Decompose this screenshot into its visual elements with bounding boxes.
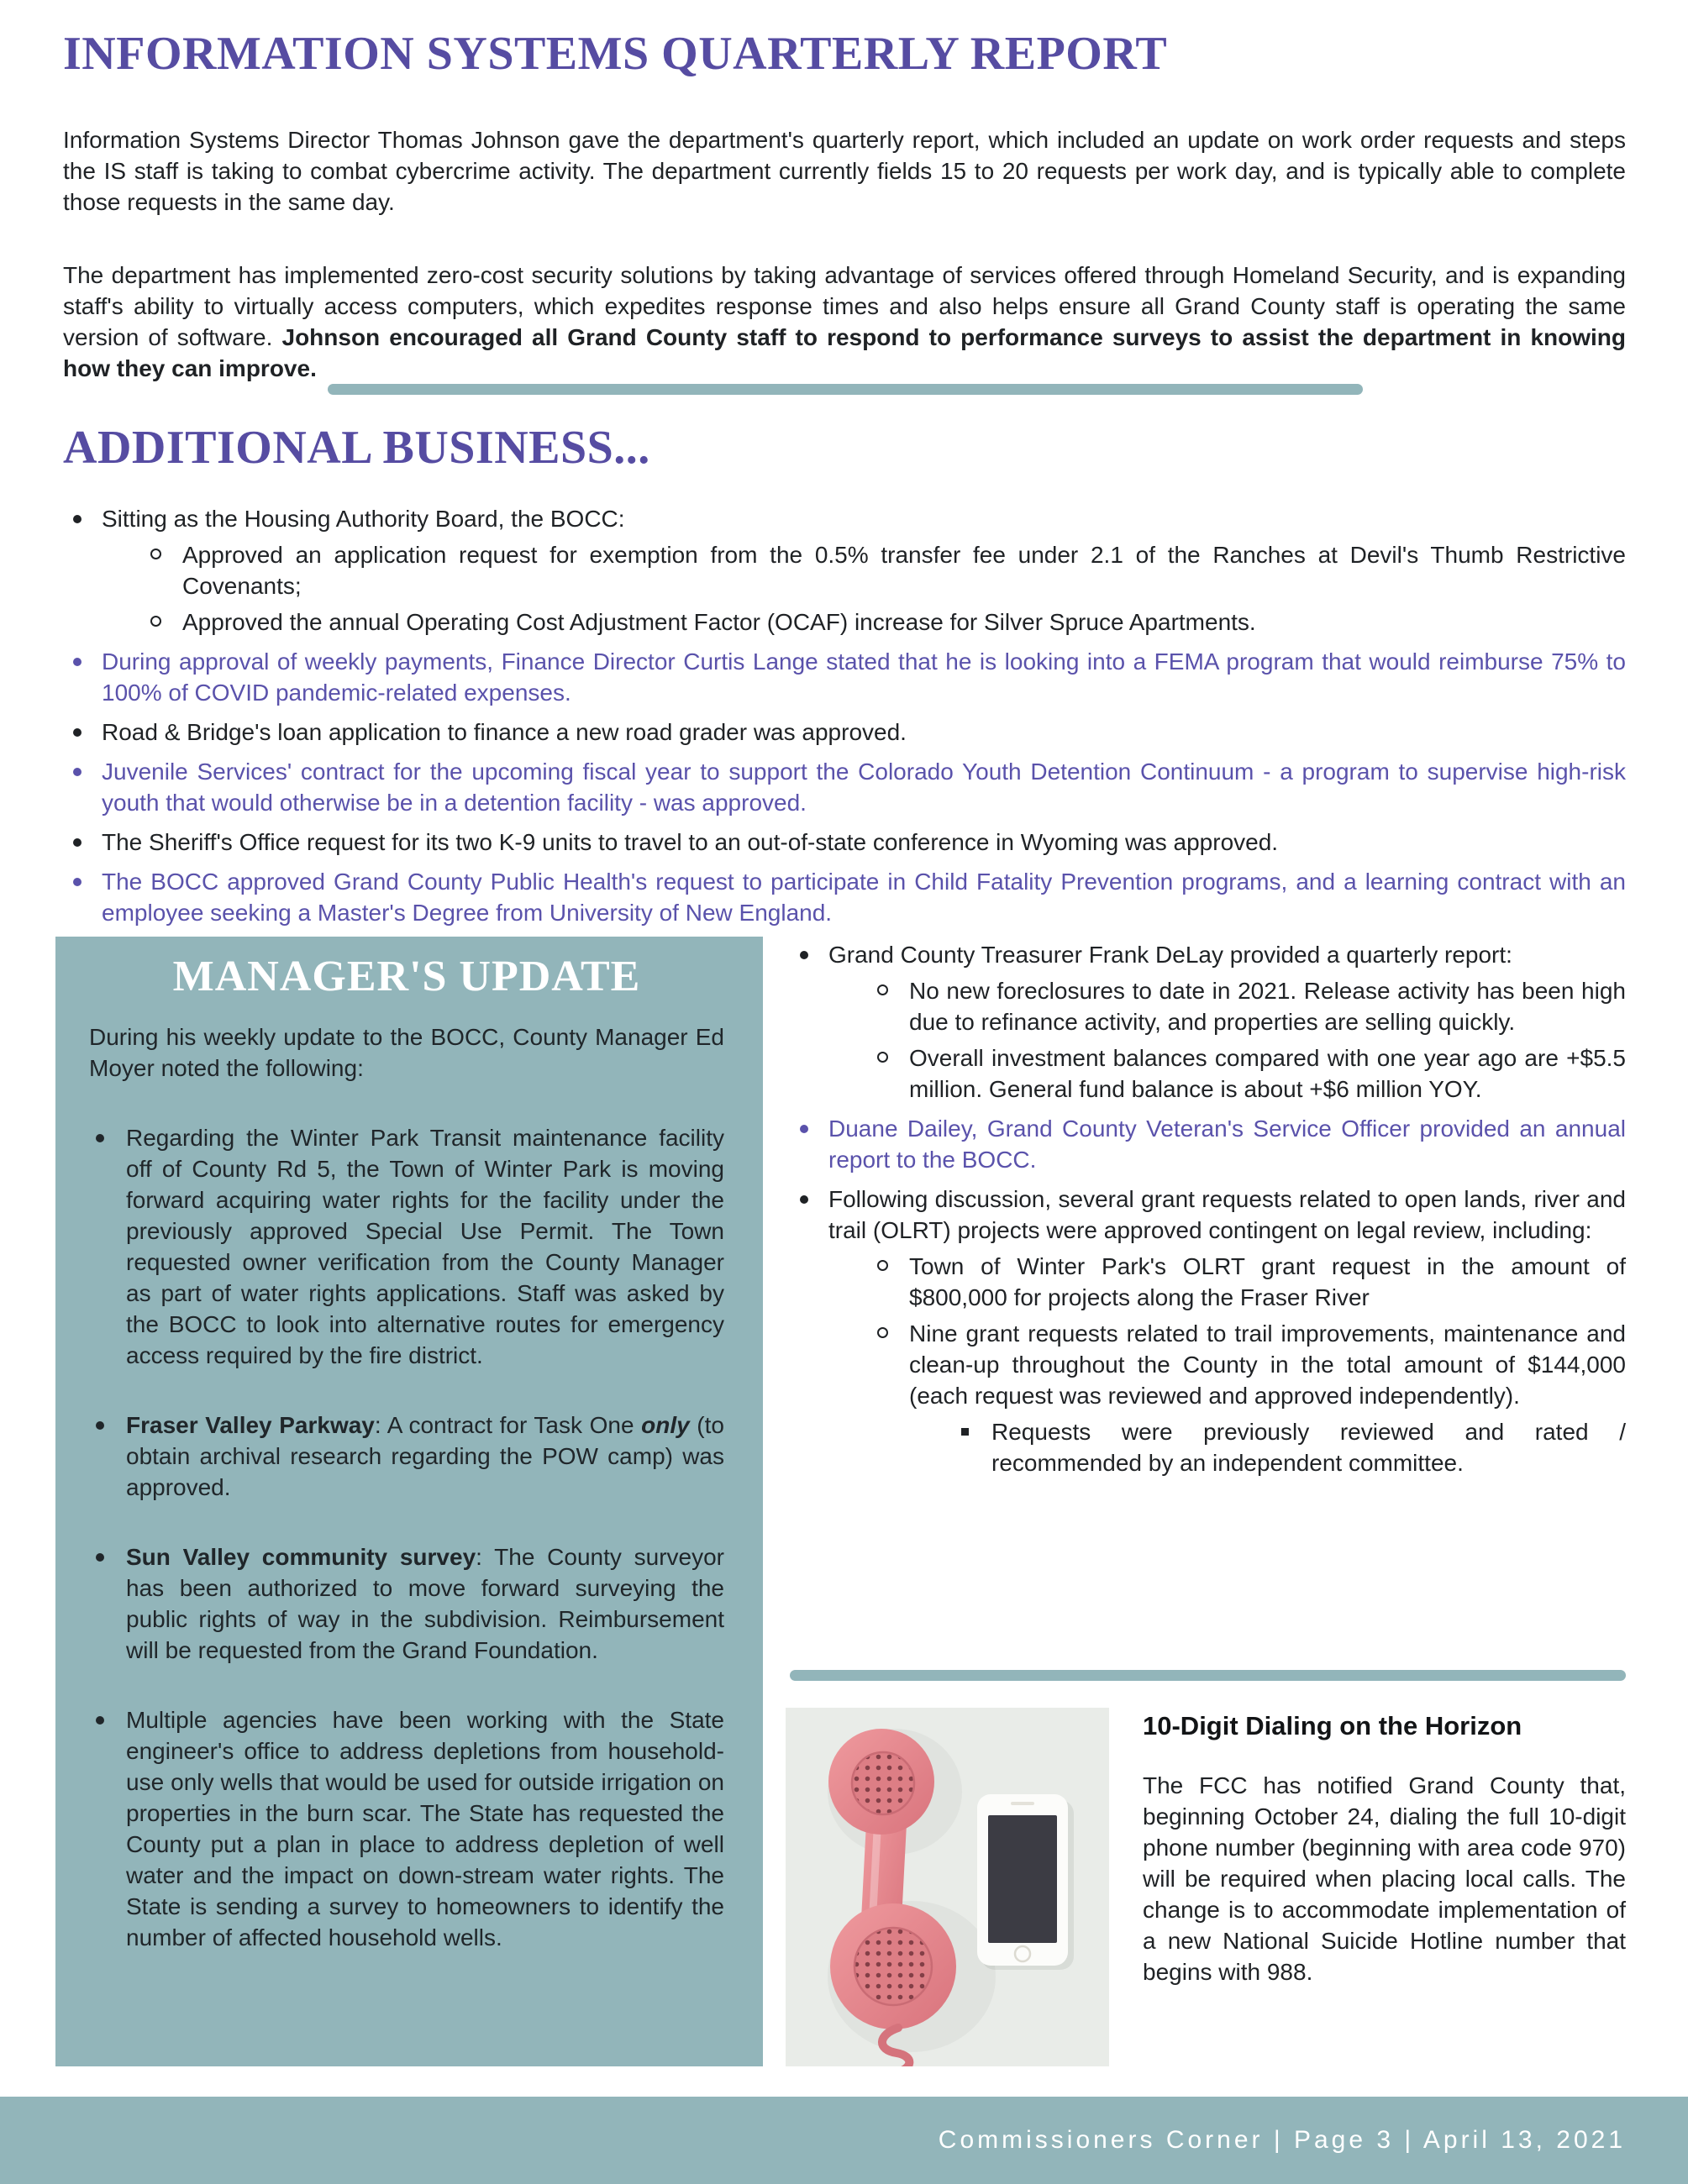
list-item-text: The BOCC approved Grand County Public Health's request to participate in Child Fatality Prevention programs, and a learning contract with an employee seeking a Master's Degree from University of New England. bbox=[102, 868, 1626, 926]
dialing-body: The FCC has notified Grand County that, beginning October 24, dialing the full 10-digit phone number (beginning with area code 970) will be required when placing local calls. The change is to accommodate implementation of a new National Suicide Hotline number that begins with 988. bbox=[1143, 1772, 1626, 1985]
sublist bbox=[870, 975, 1626, 1105]
smartphone-icon bbox=[977, 1794, 1074, 1970]
right-column-list bbox=[790, 939, 1626, 1478]
managers-update-intro: During his weekly update to the BOCC, County Manager Ed Moyer noted the following: bbox=[89, 1024, 724, 1081]
list-item bbox=[89, 1704, 724, 1953]
list-subitem bbox=[870, 1042, 1626, 1105]
sublist bbox=[870, 1251, 1626, 1478]
list-item-text: Regarding the Winter Park Transit maintenance facility off of County Rd 5, the Town of Winter Park is moving forward acquiring water rights for the facility under the previously approved Special Use Permit. The Town requested owner verification from the County Manager as part of water rights applications. Staff was asked by the BOCC to look into alternative routes for emergency access required by the fire district. bbox=[126, 1125, 724, 1368]
managers-update-list bbox=[89, 1122, 724, 1953]
list-subitem bbox=[144, 606, 1626, 638]
list-item-text: : A contract for Task One bbox=[374, 1412, 642, 1438]
dialing-section bbox=[786, 1708, 1626, 2066]
section-title-information-systems: INFORMATION SYSTEMS QUARTERLY REPORT bbox=[63, 28, 1168, 80]
report-paragraph-1: Information Systems Director Thomas Johnson gave the department's quarterly report, which included an update on work order requests and steps the IS staff is taking to combat cybercrime activity. The department currently fields 15 to 20 requests per work day, and is typically able to complete those requests in the same day. bbox=[63, 126, 1626, 215]
list-subitem-text: Town of Winter Park's OLRT grant request in the amount of $800,000 for projects along the Fraser River bbox=[909, 1253, 1626, 1310]
list-item-lead: Fraser Valley Parkway bbox=[126, 1412, 375, 1438]
list-item-text: : The County surveyor has been authorized to move forward surveying the public rights of way in the subdivision. Reimbursement will be requested from the Grand Foundation. bbox=[126, 1544, 724, 1663]
report-paragraph-2 bbox=[63, 260, 1626, 384]
list-item bbox=[63, 827, 1626, 858]
list-subitem-text: Approved the annual Operating Cost Adjustment Factor (OCAF) increase for Silver Spruce Apartments. bbox=[182, 608, 1256, 635]
page-footer bbox=[0, 2097, 1688, 2184]
list-item-text: Multiple agencies have been working with the State engineer's office to address depletions from household-use only wells that would be used for outside irrigation on properties in the burn scar. The State has requested the County put a plan in place to address depletion of well water and the impact on down-stream water rights. The State is sending a survey to homeowners to identify the number of affected household wells. bbox=[126, 1707, 724, 1950]
list-item-text: Duane Dailey, Grand County Veteran's Service Officer provided an annual report to the BOCC. bbox=[828, 1116, 1626, 1173]
list-item-text: (to obtain archival research regarding the POW camp) was approved. bbox=[126, 1412, 724, 1500]
list-subitem-text: Nine grant requests related to trail improvements, maintenance and clean-up throughout the County in the total amount of $144,000 (each request was reviewed and approved independently). bbox=[909, 1320, 1626, 1409]
dialing-text-block bbox=[1143, 1708, 1626, 2066]
list-item-text: Grand County Treasurer Frank DeLay provided a quarterly report: bbox=[828, 942, 1512, 968]
managers-update-title: MANAGER'S UPDATE bbox=[172, 953, 641, 1000]
list-item bbox=[790, 1113, 1626, 1175]
sub-sublist bbox=[953, 1416, 1626, 1478]
list-subitem bbox=[144, 539, 1626, 601]
section-divider bbox=[328, 384, 1363, 395]
phone-photo-illustration bbox=[786, 1708, 1109, 2066]
list-item bbox=[63, 866, 1626, 928]
list-item bbox=[89, 1122, 724, 1371]
list-item-emphasis: only bbox=[641, 1412, 690, 1438]
list-item-text: Following discussion, several grant requests related to open lands, river and trail (OLRT) projects were approved contingent on legal review, including: bbox=[828, 1186, 1626, 1243]
list-item bbox=[63, 646, 1626, 708]
list-item-text: The Sheriff's Office request for its two K-9 units to travel to an out-of-state conference in Wyoming was approved. bbox=[102, 828, 1279, 855]
list-item bbox=[63, 756, 1626, 818]
managers-update-box bbox=[55, 937, 763, 2066]
list-item bbox=[63, 717, 1626, 748]
list-item bbox=[63, 503, 1626, 638]
section-information-systems bbox=[63, 29, 1626, 384]
list-subsubitem-text: Requests were previously reviewed and rated / recommended by an independent committee. bbox=[991, 1419, 1626, 1476]
dialing-title: 10-Digit Dialing on the Horizon bbox=[1143, 1711, 1522, 1740]
phone-photo bbox=[786, 1708, 1109, 2066]
list-item bbox=[89, 1541, 724, 1666]
section-divider bbox=[790, 1670, 1626, 1681]
report-paragraph-2-bold: Johnson encouraged all Grand County staff to respond to performance surveys to assist the department in knowing how they can improve. bbox=[63, 323, 1626, 381]
list-item-text: During approval of weekly payments, Finance Director Curtis Lange stated that he is looking into a FEMA program that would reimburse 75% to 100% of COVID pandemic-related expenses. bbox=[102, 648, 1626, 706]
list-item-lead: Sun Valley community survey bbox=[126, 1544, 476, 1570]
list-item bbox=[89, 1410, 724, 1503]
additional-business-list bbox=[63, 503, 1626, 928]
list-subitem bbox=[870, 1251, 1626, 1313]
footer-text: Commissioners Corner | Page 3 | April 13, 2021 bbox=[938, 2126, 1626, 2154]
list-subitem-text: No new foreclosures to date in 2021. Release activity has been high due to refinance activity, and properties are selling quickly. bbox=[909, 978, 1626, 1035]
list-item bbox=[790, 1184, 1626, 1478]
list-subitem bbox=[870, 1318, 1626, 1478]
list-item-text: Juvenile Services' contract for the upcoming fiscal year to support the Colorado Youth Detention Continuum - a program to supervise high-risk youth that would otherwise be in a detention facility - was approved. bbox=[102, 758, 1626, 816]
section-title-additional-business: ADDITIONAL BUSINESS... bbox=[63, 422, 650, 474]
list-subitem-text: Approved an application request for exemption from the 0.5% transfer fee under 2.1 of the Ranches at Devil's Thumb Restrictive Covenants; bbox=[182, 541, 1626, 599]
section-additional-business bbox=[63, 423, 1626, 928]
list-subitem-text: Overall investment balances compared with one year ago are +$5.5 million. General fund balance is about +$6 million YOY. bbox=[909, 1045, 1626, 1102]
list-subitem bbox=[870, 975, 1626, 1037]
list-item bbox=[790, 939, 1626, 1105]
list-item-text: Sitting as the Housing Authority Board, the BOCC: bbox=[102, 505, 625, 532]
report-paragraph-2-text: The department has implemented zero-cost security solutions by taking advantage of services offered through Homeland Security, and is expanding staff's ability to virtually access computers, which expedites response times and also helps ensure all Grand County staff is operating the same version of software. bbox=[63, 261, 1626, 350]
sublist bbox=[144, 539, 1626, 638]
list-subsubitem bbox=[953, 1416, 1626, 1478]
list-item-text: Road & Bridge's loan application to finance a new road grader was approved. bbox=[102, 718, 907, 745]
